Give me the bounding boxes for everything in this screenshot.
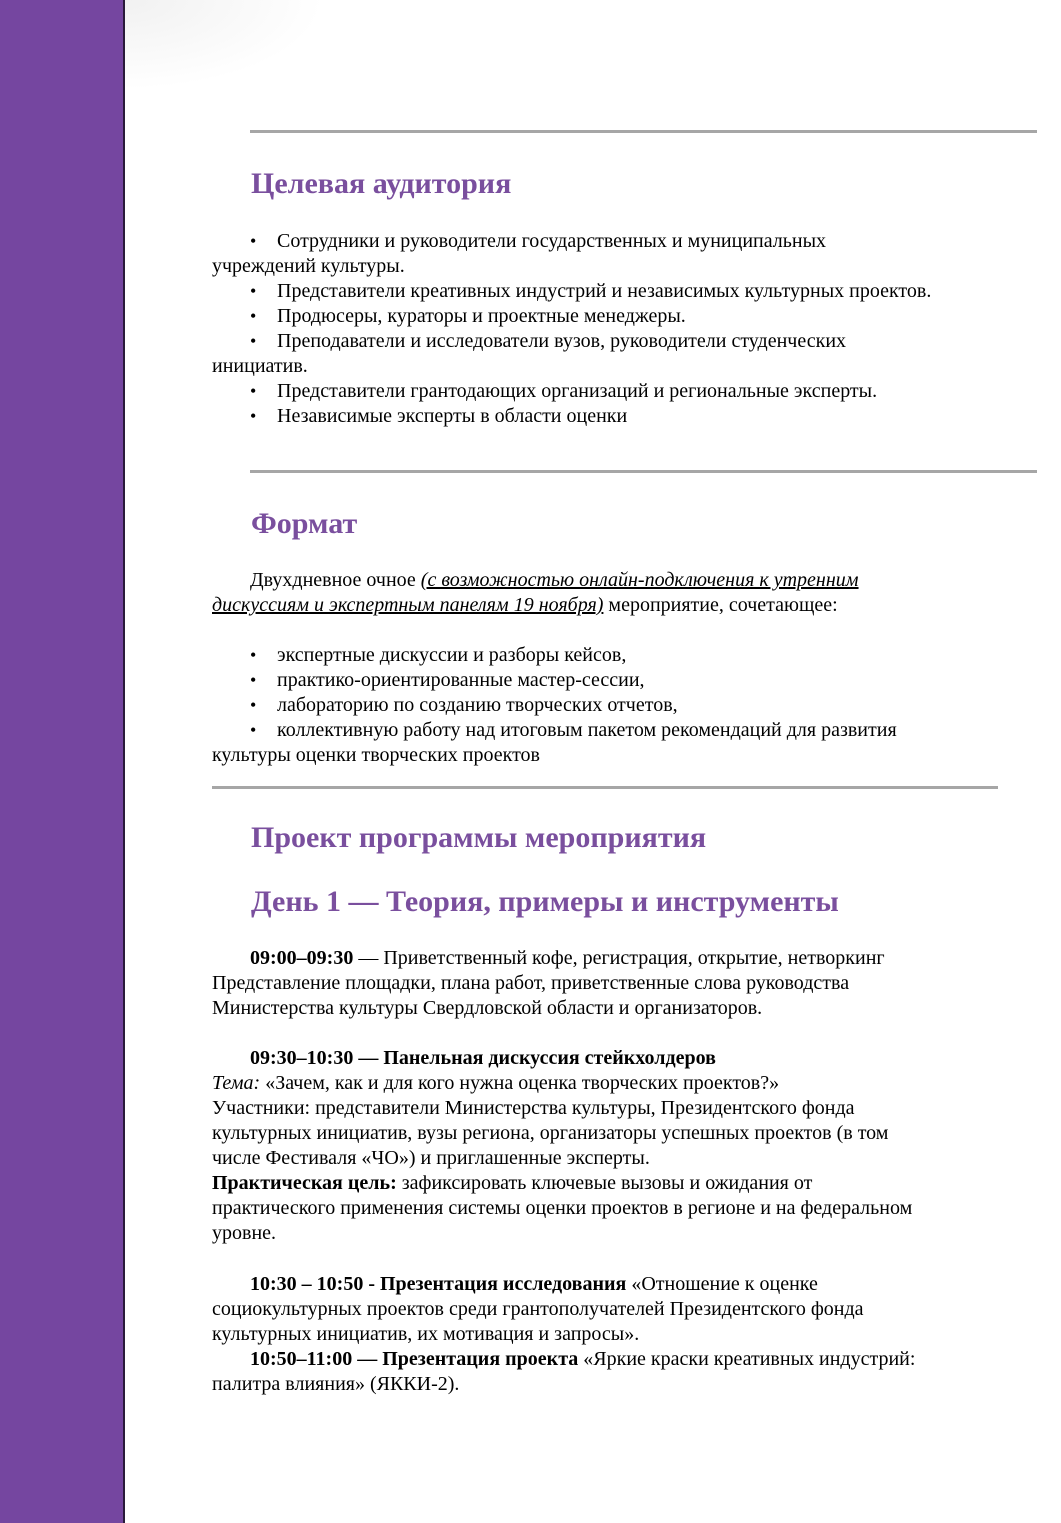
program-time: 09:00–09:30	[250, 947, 354, 969]
bullet-icon: •	[250, 231, 257, 251]
list-item: • лабораторию по созданию творческих отчетов,	[250, 694, 678, 716]
program-title: Презентация проекта	[382, 1348, 579, 1370]
program-time: 09:30–10:30	[250, 1047, 354, 1069]
list-item: • практико-ориентированные мастер-сессии,	[250, 669, 645, 691]
list-item: • Представители креативных индустрий и независимых культурных проектов.	[250, 280, 932, 302]
program-title: Панельная дискуссия стейкхолдеров	[383, 1047, 716, 1069]
program-item: 09:00–09:30 — Приветственный кофе, регистрация, открытие, нетворкинг Представление площадки, плана работ, приветственные слова руководства Министерства культуры Свердловской области и организаторов.	[212, 947, 885, 1019]
program-time: 10:50–11:00	[250, 1348, 353, 1370]
bullet-icon: •	[250, 331, 257, 351]
bullet-icon: •	[250, 406, 257, 426]
bullet-icon: •	[250, 670, 257, 690]
program-time: 10:30 – 10:50	[250, 1273, 364, 1295]
audience-list	[212, 229, 1012, 429]
list-item: • Продюсеры, кураторы и проектные менеджеры.	[250, 305, 686, 327]
online-note: (с возможностью онлайн-подключения к утренним	[420, 569, 859, 591]
list-item-continuation: культуры оценки творческих проектов	[212, 744, 540, 766]
topic-label: Тема:	[212, 1072, 261, 1094]
program-item: 09:30–10:30 — Панельная дискуссия стейкхолдеров Тема: «Зачем, как и для кого нужна оценка творческих проектов?» Участники: представители Министерства культуры, Президентского фонда культурных инициатив, вузы региона, организаторы успешных проектов (в том числе Фестиваля «ЧО») и приглашенные эксперты. Практическая цель: зафиксировать ключевые вызовы и ожидания от практического применения системы оценки проектов в регионе и на федеральном уровне.	[212, 1047, 913, 1244]
bullet-icon: •	[250, 381, 257, 401]
program-title: Приветственный кофе, регистрация, открытие, нетворкинг	[383, 947, 885, 969]
program-item: 10:50–11:00 — Презентация проекта «Яркие краски креативных индустрий: палитра влияния» (ЯККИ-2).	[212, 1348, 916, 1395]
section-divider	[212, 786, 998, 789]
list-item-continuation: учреждений культуры.	[212, 255, 405, 277]
format-list	[212, 643, 1012, 768]
bullet-icon: •	[250, 645, 257, 665]
bullet-icon: •	[250, 695, 257, 715]
list-item: • Представители грантодающих организаций и региональные эксперты.	[250, 380, 878, 402]
goal-label: Практическая цель:	[212, 1172, 397, 1194]
section-divider	[250, 470, 1037, 473]
list-item: • экспертные дискуссии и разборы кейсов,	[250, 644, 627, 666]
page-corner-shade	[125, 0, 325, 90]
list-item: • Преподаватели и исследователи вузов, руководители студенческих	[250, 330, 847, 352]
heading-program: Проект программы мероприятия	[251, 821, 707, 854]
heading-day-1: День 1 — Теория, примеры и инструменты	[251, 885, 839, 918]
sidebar-accent-band	[0, 0, 125, 1523]
heading-format: Формат	[251, 507, 358, 540]
format-intro-paragraph: Двухдневное очное (с возможностью онлайн-подключения к утренним дискуссиям и экспертным панелям 19 ноября) мероприятие, сочетающее:	[212, 569, 859, 616]
online-note: дискуссиям и экспертным панелям 19 ноября)	[212, 594, 604, 616]
bullet-icon: •	[250, 720, 257, 740]
bullet-icon: •	[250, 306, 257, 326]
list-item-continuation: инициатив.	[212, 355, 308, 377]
list-item: • Независимые эксперты в области оценки	[250, 405, 628, 427]
list-item: • коллективную работу над итоговым пакетом рекомендаций для развития	[250, 719, 897, 741]
section-divider	[250, 130, 1037, 133]
list-item: • Сотрудники и руководители государственных и муниципальных	[250, 230, 827, 252]
program-title: Презентация исследования	[380, 1273, 627, 1295]
heading-target-audience: Целевая аудитория	[251, 167, 512, 200]
bullet-icon: •	[250, 281, 257, 301]
program-item: 10:30 – 10:50 - Презентация исследования «Отношение к оценке социокультурных проектов среди грантополучателей Президентского фонда культурных инициатив, их мотивация и запросы».	[212, 1273, 864, 1345]
